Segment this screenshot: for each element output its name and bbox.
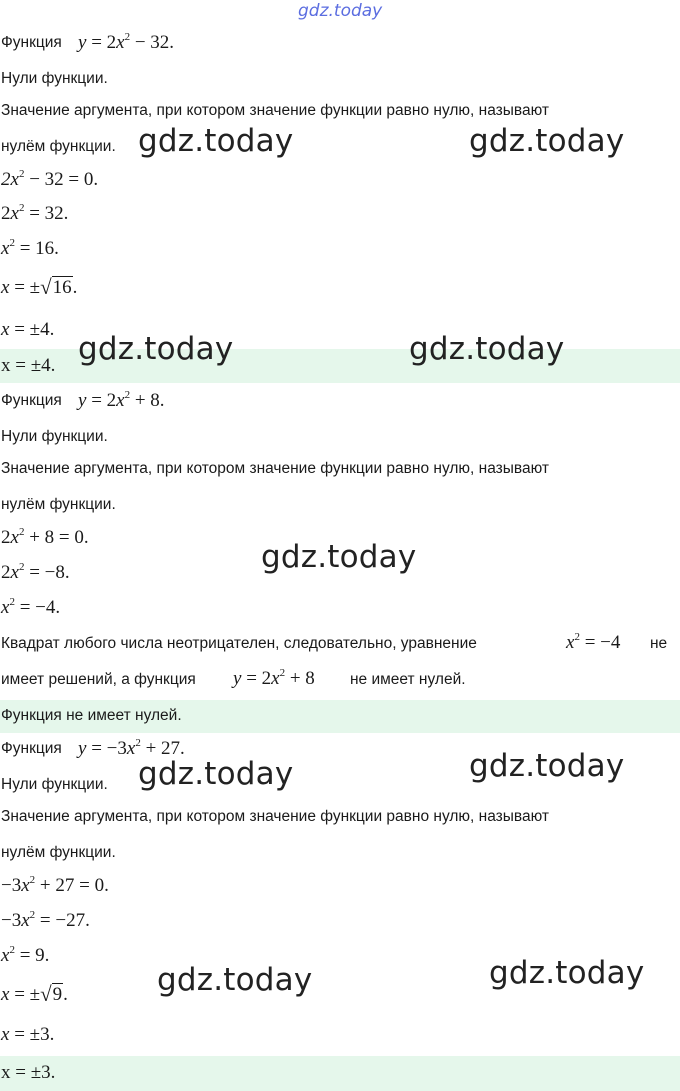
- block3-definition-1: [0, 806, 680, 832]
- block2-explanation-2: имеет решений, а функция $y = 2x^2 + 8$ не имеет нулей.: [1, 667, 466, 689]
- watermark: gdz.today: [138, 123, 294, 159]
- math-line: $x^2 = 9$.: [1, 944, 50, 966]
- math-expression: $y = 2x^2 - 32$.: [78, 31, 175, 53]
- math-line: $2x^2 = 32$.: [1, 202, 69, 224]
- block2-zeros-heading: [0, 426, 680, 452]
- block3-answer: [0, 1056, 680, 1091]
- zeros-heading: Нули функции.: [1, 428, 108, 445]
- watermark: gdz.today: [409, 331, 565, 367]
- definition-text: нулём функции.: [1, 844, 116, 861]
- block2-answer: [0, 700, 680, 733]
- math-line: $x^2 = -4$.: [1, 596, 61, 618]
- watermark: gdz.today: [261, 539, 417, 575]
- function-label: Функция: [1, 392, 62, 409]
- answer-text: x = ±3.: [1, 1062, 56, 1083]
- explanation-text: имеет решений, а функция: [1, 671, 196, 688]
- definition-text: Значение аргумента, при котором значение функции равно нулю, называют: [1, 460, 549, 477]
- zeros-heading: Нули функции.: [1, 70, 108, 87]
- function-label: Функция: [1, 34, 62, 51]
- block2-definition-2: [0, 494, 680, 520]
- definition-text: нулём функции.: [1, 496, 116, 513]
- zeros-heading: Нули функции.: [1, 776, 108, 793]
- block2-explanation-1: Квадрат любого числа неотрицателен, следовательно, уравнение $x^2 = -4$ не: [1, 631, 668, 653]
- watermark: gdz.today: [138, 756, 294, 792]
- explanation-text: не имеет нулей.: [350, 671, 466, 688]
- definition-text: Значение аргумента, при котором значение функции равно нулю, называют: [1, 808, 549, 825]
- header-watermark: gdz.today: [298, 1, 383, 21]
- block2-definition-1: [0, 458, 680, 484]
- answer-text: Функция не имеет нулей.: [1, 707, 182, 724]
- math-line: x = ±4.: [1, 319, 55, 340]
- math-line: $2x^2 = -8$.: [1, 561, 70, 583]
- block2-function-line: Функция $y = 2x^2 + 8$.: [1, 389, 165, 411]
- definition-text: Значение аргумента, при котором значение функции равно нулю, называют: [1, 102, 549, 119]
- watermark: gdz.today: [469, 123, 625, 159]
- math-line: $-3x^2 + 27 = 0$.: [1, 874, 109, 896]
- answer-text: x = ±4.: [1, 355, 56, 376]
- explanation-text: не: [650, 635, 668, 652]
- function-label: Функция: [1, 740, 62, 757]
- watermark: gdz.today: [489, 955, 645, 991]
- watermark: gdz.today: [469, 748, 625, 784]
- explanation-text: Квадрат любого числа неотрицателен, следовательно, уравнение: [1, 635, 477, 652]
- block3-function-line: Функция $y = -3x^2 + 27$.: [1, 737, 185, 759]
- block3-definition-2: [0, 842, 680, 868]
- watermark: gdz.today: [78, 331, 234, 367]
- math-line: $2x^2 + 8 = 0$.: [1, 526, 89, 548]
- math-line: $2x^2 - 32 = 0$.: [1, 168, 99, 190]
- math-line: $-3x^2 = -27$.: [1, 909, 90, 931]
- math-line: x = ±3.: [1, 1024, 55, 1045]
- math-line: x = ±√9.: [1, 982, 68, 1006]
- block1-zeros-heading: [0, 68, 680, 94]
- math-line: $x^2 = 16$.: [1, 237, 59, 259]
- watermark: gdz.today: [157, 962, 313, 998]
- definition-text: нулём функции.: [1, 138, 116, 155]
- math-line: x = ±√16.: [1, 275, 78, 299]
- block1-function-line: [0, 32, 680, 58]
